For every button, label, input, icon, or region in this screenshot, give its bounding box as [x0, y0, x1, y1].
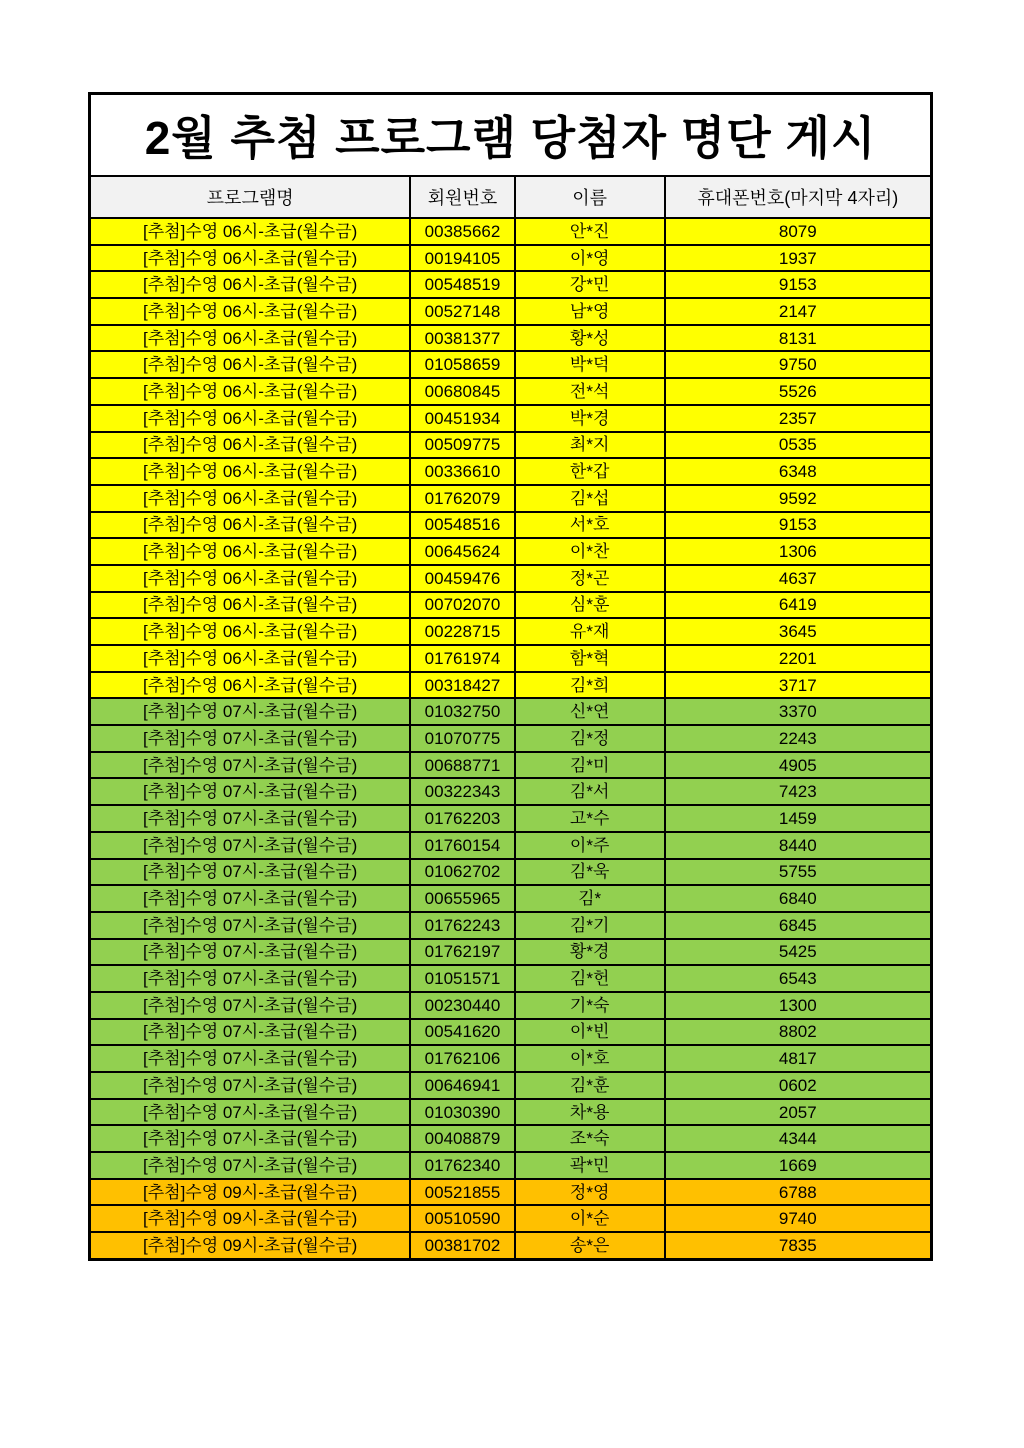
program-name-cell: [추첨]수영 07시-초급(월수금)	[90, 992, 411, 1019]
phone-last4-cell: 4344	[665, 1125, 932, 1152]
phone-last4-cell: 5425	[665, 939, 932, 966]
table-row	[90, 538, 932, 565]
member-number-cell: 01030390	[410, 1099, 514, 1126]
member-number-cell: 00510590	[410, 1205, 514, 1232]
member-number-cell: 00548516	[410, 512, 514, 539]
member-number-cell: 00194105	[410, 245, 514, 272]
name-cell: 남*영	[515, 298, 665, 325]
program-name-cell: [추첨]수영 07시-초급(월수금)	[90, 1152, 411, 1179]
phone-last4-cell: 1669	[665, 1152, 932, 1179]
name-cell: 김*훈	[515, 1072, 665, 1099]
table-row	[90, 725, 932, 752]
member-number-cell: 00459476	[410, 565, 514, 592]
member-number-cell: 00527148	[410, 298, 514, 325]
program-name-cell: [추첨]수영 07시-초급(월수금)	[90, 1045, 411, 1072]
name-cell: 김*희	[515, 672, 665, 699]
column-header-member-number: 회원번호	[410, 176, 514, 218]
name-cell: 황*경	[515, 939, 665, 966]
program-name-cell: [추첨]수영 07시-초급(월수금)	[90, 912, 411, 939]
member-number-cell: 00336610	[410, 458, 514, 485]
table-row	[90, 458, 932, 485]
member-number-cell: 01762243	[410, 912, 514, 939]
phone-last4-cell: 2201	[665, 645, 932, 672]
phone-last4-cell: 6348	[665, 458, 932, 485]
member-number-cell: 00655965	[410, 885, 514, 912]
table-row	[90, 1045, 932, 1072]
table-row	[90, 405, 932, 432]
phone-last4-cell: 4817	[665, 1045, 932, 1072]
member-number-cell: 01762203	[410, 805, 514, 832]
name-cell: 김*헌	[515, 965, 665, 992]
program-name-cell: [추첨]수영 07시-초급(월수금)	[90, 725, 411, 752]
table-row	[90, 965, 932, 992]
table-row	[90, 645, 932, 672]
table-row	[90, 298, 932, 325]
table-row	[90, 512, 932, 539]
name-cell: 곽*민	[515, 1152, 665, 1179]
table-row	[90, 378, 932, 405]
table-row	[90, 485, 932, 512]
name-cell: 최*지	[515, 432, 665, 459]
phone-last4-cell: 0535	[665, 432, 932, 459]
program-name-cell: [추첨]수영 07시-초급(월수금)	[90, 939, 411, 966]
phone-last4-cell: 5526	[665, 378, 932, 405]
program-name-cell: [추첨]수영 06시-초급(월수금)	[90, 645, 411, 672]
name-cell: 서*호	[515, 512, 665, 539]
name-cell: 이*찬	[515, 538, 665, 565]
program-name-cell: [추첨]수영 06시-초급(월수금)	[90, 298, 411, 325]
table-row	[90, 218, 932, 245]
phone-last4-cell: 6845	[665, 912, 932, 939]
name-cell: 황*성	[515, 325, 665, 352]
name-cell: 안*진	[515, 218, 665, 245]
program-name-cell: [추첨]수영 06시-초급(월수금)	[90, 538, 411, 565]
table-row	[90, 565, 932, 592]
phone-last4-cell: 9592	[665, 485, 932, 512]
member-number-cell: 01762079	[410, 485, 514, 512]
table-row	[90, 778, 932, 805]
member-number-cell: 00451934	[410, 405, 514, 432]
program-name-cell: [추첨]수영 07시-초급(월수금)	[90, 805, 411, 832]
name-cell: 정*곤	[515, 565, 665, 592]
title-row	[90, 94, 932, 177]
name-cell: 고*수	[515, 805, 665, 832]
phone-last4-cell: 1459	[665, 805, 932, 832]
member-number-cell: 01058659	[410, 351, 514, 378]
winner-notice-sheet	[88, 92, 933, 1261]
table-row	[90, 1019, 932, 1046]
table-header-row	[90, 176, 932, 218]
table-row	[90, 1152, 932, 1179]
member-number-cell: 00408879	[410, 1125, 514, 1152]
program-name-cell: [추첨]수영 06시-초급(월수금)	[90, 218, 411, 245]
name-cell: 정*영	[515, 1179, 665, 1206]
table-row	[90, 432, 932, 459]
name-cell: 강*민	[515, 271, 665, 298]
table-row	[90, 245, 932, 272]
program-name-cell: [추첨]수영 06시-초급(월수금)	[90, 351, 411, 378]
table-row	[90, 1099, 932, 1126]
member-number-cell: 00318427	[410, 672, 514, 699]
phone-last4-cell: 2243	[665, 725, 932, 752]
program-name-cell: [추첨]수영 06시-초급(월수금)	[90, 325, 411, 352]
program-name-cell: [추첨]수영 06시-초급(월수금)	[90, 245, 411, 272]
winners-table	[88, 92, 933, 1261]
table-row	[90, 618, 932, 645]
table-row	[90, 912, 932, 939]
table-row	[90, 325, 932, 352]
phone-last4-cell: 7423	[665, 778, 932, 805]
member-number-cell: 01762340	[410, 1152, 514, 1179]
phone-last4-cell: 2147	[665, 298, 932, 325]
member-number-cell: 00541620	[410, 1019, 514, 1046]
phone-last4-cell: 8079	[665, 218, 932, 245]
phone-last4-cell: 4637	[665, 565, 932, 592]
program-name-cell: [추첨]수영 06시-초급(월수금)	[90, 592, 411, 619]
table-row	[90, 672, 932, 699]
table-row	[90, 1125, 932, 1152]
table-row	[90, 992, 932, 1019]
member-number-cell: 01070775	[410, 725, 514, 752]
member-number-cell: 00548519	[410, 271, 514, 298]
name-cell: 조*숙	[515, 1125, 665, 1152]
program-name-cell: [추첨]수영 07시-초급(월수금)	[90, 778, 411, 805]
program-name-cell: [추첨]수영 07시-초급(월수금)	[90, 885, 411, 912]
column-header-name: 이름	[515, 176, 665, 218]
table-row	[90, 1072, 932, 1099]
program-name-cell: [추첨]수영 07시-초급(월수금)	[90, 698, 411, 725]
name-cell: 김*서	[515, 778, 665, 805]
program-name-cell: [추첨]수영 06시-초급(월수금)	[90, 432, 411, 459]
name-cell: 이*빈	[515, 1019, 665, 1046]
name-cell: 송*은	[515, 1232, 665, 1259]
phone-last4-cell: 1300	[665, 992, 932, 1019]
phone-last4-cell: 0602	[665, 1072, 932, 1099]
name-cell: 신*연	[515, 698, 665, 725]
name-cell: 이*순	[515, 1205, 665, 1232]
name-cell: 전*석	[515, 378, 665, 405]
program-name-cell: [추첨]수영 07시-초급(월수금)	[90, 1072, 411, 1099]
phone-last4-cell: 9153	[665, 271, 932, 298]
member-number-cell: 00646941	[410, 1072, 514, 1099]
name-cell: 이*호	[515, 1045, 665, 1072]
phone-last4-cell: 7835	[665, 1232, 932, 1259]
phone-last4-cell: 8802	[665, 1019, 932, 1046]
phone-last4-cell: 4905	[665, 752, 932, 779]
program-name-cell: [추첨]수영 06시-초급(월수금)	[90, 618, 411, 645]
program-name-cell: [추첨]수영 06시-초급(월수금)	[90, 565, 411, 592]
member-number-cell: 00228715	[410, 618, 514, 645]
phone-last4-cell: 9740	[665, 1205, 932, 1232]
table-row	[90, 1205, 932, 1232]
name-cell: 김*섭	[515, 485, 665, 512]
name-cell: 박*경	[515, 405, 665, 432]
column-header-phone: 휴대폰번호(마지막 4자리)	[665, 176, 932, 218]
name-cell: 김*정	[515, 725, 665, 752]
program-name-cell: [추첨]수영 09시-초급(월수금)	[90, 1205, 411, 1232]
column-header-program: 프로그램명	[90, 176, 411, 218]
phone-last4-cell: 3645	[665, 618, 932, 645]
phone-last4-cell: 2057	[665, 1099, 932, 1126]
phone-last4-cell: 8131	[665, 325, 932, 352]
phone-last4-cell: 6419	[665, 592, 932, 619]
program-name-cell: [추첨]수영 06시-초급(월수금)	[90, 405, 411, 432]
winners-tbody	[90, 94, 932, 1260]
member-number-cell: 01760154	[410, 832, 514, 859]
member-number-cell: 01051571	[410, 965, 514, 992]
program-name-cell: [추첨]수영 06시-초급(월수금)	[90, 512, 411, 539]
phone-last4-cell: 6543	[665, 965, 932, 992]
program-name-cell: [추첨]수영 07시-초급(월수금)	[90, 1099, 411, 1126]
table-row	[90, 885, 932, 912]
member-number-cell: 00385662	[410, 218, 514, 245]
phone-last4-cell: 9750	[665, 351, 932, 378]
phone-last4-cell: 1306	[665, 538, 932, 565]
member-number-cell: 00688771	[410, 752, 514, 779]
member-number-cell: 00509775	[410, 432, 514, 459]
program-name-cell: [추첨]수영 07시-초급(월수금)	[90, 965, 411, 992]
table-row	[90, 805, 932, 832]
member-number-cell: 00680845	[410, 378, 514, 405]
name-cell: 이*영	[515, 245, 665, 272]
table-row	[90, 1232, 932, 1259]
program-name-cell: [추첨]수영 06시-초급(월수금)	[90, 378, 411, 405]
table-row	[90, 752, 932, 779]
name-cell: 김*미	[515, 752, 665, 779]
name-cell: 김*	[515, 885, 665, 912]
member-number-cell: 01062702	[410, 859, 514, 886]
phone-last4-cell: 3370	[665, 698, 932, 725]
phone-last4-cell: 1937	[665, 245, 932, 272]
table-row	[90, 1179, 932, 1206]
program-name-cell: [추첨]수영 07시-초급(월수금)	[90, 1125, 411, 1152]
member-number-cell: 00645624	[410, 538, 514, 565]
name-cell: 김*욱	[515, 859, 665, 886]
member-number-cell: 01762197	[410, 939, 514, 966]
member-number-cell: 00381377	[410, 325, 514, 352]
name-cell: 박*덕	[515, 351, 665, 378]
name-cell: 한*갑	[515, 458, 665, 485]
program-name-cell: [추첨]수영 09시-초급(월수금)	[90, 1179, 411, 1206]
table-row	[90, 698, 932, 725]
member-number-cell: 00702070	[410, 592, 514, 619]
member-number-cell: 00521855	[410, 1179, 514, 1206]
table-row	[90, 939, 932, 966]
program-name-cell: [추첨]수영 09시-초급(월수금)	[90, 1232, 411, 1259]
phone-last4-cell: 6840	[665, 885, 932, 912]
name-cell: 기*숙	[515, 992, 665, 1019]
table-row	[90, 351, 932, 378]
name-cell: 심*훈	[515, 592, 665, 619]
name-cell: 김*기	[515, 912, 665, 939]
name-cell: 이*주	[515, 832, 665, 859]
phone-last4-cell: 2357	[665, 405, 932, 432]
member-number-cell: 01032750	[410, 698, 514, 725]
name-cell: 차*용	[515, 1099, 665, 1126]
name-cell: 함*혁	[515, 645, 665, 672]
member-number-cell: 01761974	[410, 645, 514, 672]
phone-last4-cell: 3717	[665, 672, 932, 699]
name-cell: 유*재	[515, 618, 665, 645]
phone-last4-cell: 9153	[665, 512, 932, 539]
phone-last4-cell: 8440	[665, 832, 932, 859]
program-name-cell: [추첨]수영 06시-초급(월수금)	[90, 485, 411, 512]
program-name-cell: [추첨]수영 06시-초급(월수금)	[90, 271, 411, 298]
program-name-cell: [추첨]수영 07시-초급(월수금)	[90, 859, 411, 886]
phone-last4-cell: 6788	[665, 1179, 932, 1206]
page-title: 2월 추첨 프로그램 당첨자 명단 게시	[90, 94, 932, 177]
program-name-cell: [추첨]수영 07시-초급(월수금)	[90, 832, 411, 859]
program-name-cell: [추첨]수영 07시-초급(월수금)	[90, 1019, 411, 1046]
phone-last4-cell: 5755	[665, 859, 932, 886]
table-row	[90, 592, 932, 619]
member-number-cell: 00322343	[410, 778, 514, 805]
member-number-cell: 01762106	[410, 1045, 514, 1072]
program-name-cell: [추첨]수영 06시-초급(월수금)	[90, 458, 411, 485]
table-row	[90, 832, 932, 859]
table-row	[90, 859, 932, 886]
program-name-cell: [추첨]수영 06시-초급(월수금)	[90, 672, 411, 699]
program-name-cell: [추첨]수영 07시-초급(월수금)	[90, 752, 411, 779]
member-number-cell: 00230440	[410, 992, 514, 1019]
member-number-cell: 00381702	[410, 1232, 514, 1259]
table-row	[90, 271, 932, 298]
